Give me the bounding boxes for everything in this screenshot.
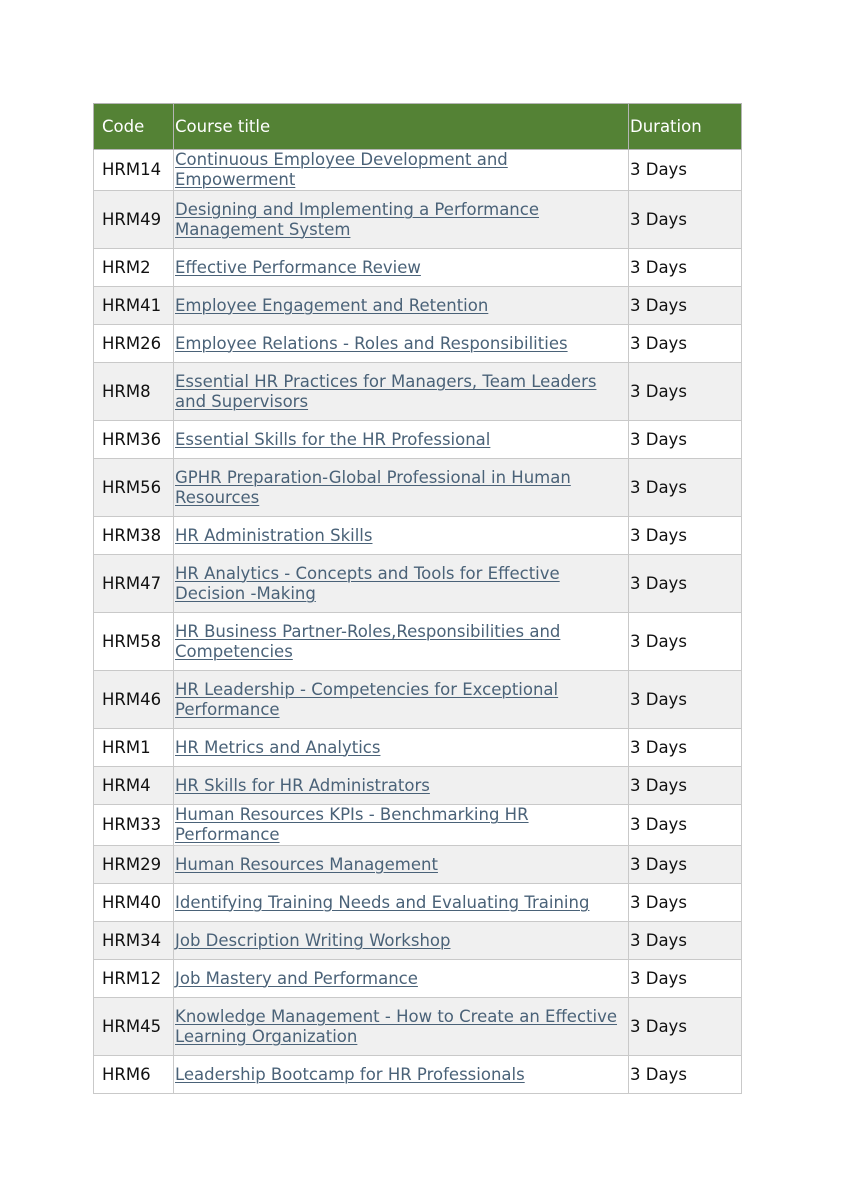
table-row bbox=[94, 805, 742, 846]
course-code: HRM8 bbox=[94, 363, 174, 421]
course-title-cell bbox=[174, 922, 629, 960]
course-duration: 3 Days bbox=[629, 191, 742, 249]
course-title-link[interactable]: GPHR Preparation-Global Professional in Human Resources bbox=[175, 467, 571, 507]
table-row bbox=[94, 191, 742, 249]
course-title-link[interactable]: Essential HR Practices for Managers, Team Leaders and Supervisors bbox=[175, 371, 597, 411]
header-duration: Duration bbox=[629, 104, 742, 150]
course-title-link[interactable]: HR Analytics - Concepts and Tools for Effective Decision -Making bbox=[175, 563, 560, 603]
course-table bbox=[93, 103, 742, 1094]
course-title-link[interactable]: HR Skills for HR Administrators bbox=[175, 775, 430, 795]
course-duration: 3 Days bbox=[629, 150, 742, 191]
course-duration: 3 Days bbox=[629, 884, 742, 922]
course-title-link[interactable]: HR Metrics and Analytics bbox=[175, 737, 381, 757]
course-code: HRM58 bbox=[94, 613, 174, 671]
course-duration: 3 Days bbox=[629, 767, 742, 805]
course-code: HRM6 bbox=[94, 1056, 174, 1094]
course-code: HRM47 bbox=[94, 555, 174, 613]
course-code: HRM26 bbox=[94, 325, 174, 363]
course-title-cell bbox=[174, 960, 629, 998]
course-title-link[interactable]: Human Resources KPIs - Benchmarking HR Performance bbox=[175, 805, 529, 844]
course-code: HRM29 bbox=[94, 846, 174, 884]
header-course-title: Course title bbox=[174, 104, 629, 150]
course-title-cell bbox=[174, 805, 629, 846]
course-code: HRM34 bbox=[94, 922, 174, 960]
course-duration: 3 Days bbox=[629, 459, 742, 517]
table-header-row bbox=[94, 104, 742, 150]
course-code: HRM56 bbox=[94, 459, 174, 517]
course-title-link[interactable]: Human Resources Management bbox=[175, 854, 438, 874]
course-title-link[interactable]: HR Business Partner-Roles,Responsibilities and Competencies bbox=[175, 621, 561, 661]
course-title-cell bbox=[174, 459, 629, 517]
course-duration: 3 Days bbox=[629, 998, 742, 1056]
header-code: Code bbox=[94, 104, 174, 150]
course-duration: 3 Days bbox=[629, 922, 742, 960]
course-title-cell bbox=[174, 884, 629, 922]
course-duration: 3 Days bbox=[629, 960, 742, 998]
course-title-cell bbox=[174, 287, 629, 325]
course-duration: 3 Days bbox=[629, 1056, 742, 1094]
course-code: HRM41 bbox=[94, 287, 174, 325]
course-duration: 3 Days bbox=[629, 671, 742, 729]
course-duration: 3 Days bbox=[629, 729, 742, 767]
course-title-cell bbox=[174, 555, 629, 613]
course-title-link[interactable]: Leadership Bootcamp for HR Professionals bbox=[175, 1064, 525, 1084]
table-row bbox=[94, 922, 742, 960]
course-title-cell bbox=[174, 325, 629, 363]
course-duration: 3 Days bbox=[629, 287, 742, 325]
course-code: HRM2 bbox=[94, 249, 174, 287]
course-title-link[interactable]: Designing and Implementing a Performance Management System bbox=[175, 199, 539, 239]
course-code: HRM4 bbox=[94, 767, 174, 805]
course-title-link[interactable]: Identifying Training Needs and Evaluating Training bbox=[175, 892, 590, 912]
table-row bbox=[94, 613, 742, 671]
course-duration: 3 Days bbox=[629, 325, 742, 363]
course-code: HRM38 bbox=[94, 517, 174, 555]
course-code: HRM1 bbox=[94, 729, 174, 767]
table-row bbox=[94, 459, 742, 517]
course-title-link[interactable]: Effective Performance Review bbox=[175, 257, 421, 277]
table-row bbox=[94, 1056, 742, 1094]
table-body bbox=[94, 150, 742, 1094]
table-row bbox=[94, 729, 742, 767]
course-duration: 3 Days bbox=[629, 363, 742, 421]
course-title-link[interactable]: HR Administration Skills bbox=[175, 525, 373, 545]
course-duration: 3 Days bbox=[629, 555, 742, 613]
table-row bbox=[94, 249, 742, 287]
table-row bbox=[94, 517, 742, 555]
course-title-link[interactable]: Essential Skills for the HR Professional bbox=[175, 429, 491, 449]
course-code: HRM33 bbox=[94, 805, 174, 846]
table-row bbox=[94, 325, 742, 363]
course-title-cell bbox=[174, 1056, 629, 1094]
course-title-cell bbox=[174, 767, 629, 805]
course-title-link[interactable]: Job Description Writing Workshop bbox=[175, 930, 451, 950]
course-title-link[interactable]: Knowledge Management - How to Create an Effective Learning Organization bbox=[175, 1006, 618, 1046]
course-title-cell bbox=[174, 517, 629, 555]
course-duration: 3 Days bbox=[629, 805, 742, 846]
course-code: HRM14 bbox=[94, 150, 174, 191]
course-code: HRM49 bbox=[94, 191, 174, 249]
course-duration: 3 Days bbox=[629, 846, 742, 884]
course-title-cell bbox=[174, 150, 629, 191]
table-row bbox=[94, 998, 742, 1056]
course-duration: 3 Days bbox=[629, 613, 742, 671]
course-duration: 3 Days bbox=[629, 249, 742, 287]
course-title-link[interactable]: Employee Relations - Roles and Responsibilities bbox=[175, 333, 568, 353]
course-title-link[interactable]: Continuous Employee Development and Empowerment bbox=[175, 150, 508, 189]
table-row bbox=[94, 884, 742, 922]
course-title-link[interactable]: Employee Engagement and Retention bbox=[175, 295, 489, 315]
table-row bbox=[94, 363, 742, 421]
course-duration: 3 Days bbox=[629, 517, 742, 555]
course-code: HRM36 bbox=[94, 421, 174, 459]
table-row bbox=[94, 767, 742, 805]
course-title-link[interactable]: HR Leadership - Competencies for Exceptional Performance bbox=[175, 679, 559, 719]
table-row bbox=[94, 287, 742, 325]
table-row bbox=[94, 960, 742, 998]
table-row bbox=[94, 150, 742, 191]
course-title-cell bbox=[174, 363, 629, 421]
course-title-cell bbox=[174, 191, 629, 249]
course-title-cell bbox=[174, 613, 629, 671]
course-duration: 3 Days bbox=[629, 421, 742, 459]
table-row bbox=[94, 671, 742, 729]
table-row bbox=[94, 846, 742, 884]
course-code: HRM46 bbox=[94, 671, 174, 729]
table-row bbox=[94, 421, 742, 459]
course-title-cell bbox=[174, 421, 629, 459]
course-title-cell bbox=[174, 671, 629, 729]
course-title-cell bbox=[174, 846, 629, 884]
course-code: HRM12 bbox=[94, 960, 174, 998]
course-title-cell bbox=[174, 998, 629, 1056]
course-title-cell bbox=[174, 249, 629, 287]
course-title-cell bbox=[174, 729, 629, 767]
course-code: HRM40 bbox=[94, 884, 174, 922]
course-code: HRM45 bbox=[94, 998, 174, 1056]
table-row bbox=[94, 555, 742, 613]
course-title-link[interactable]: Job Mastery and Performance bbox=[175, 968, 418, 988]
